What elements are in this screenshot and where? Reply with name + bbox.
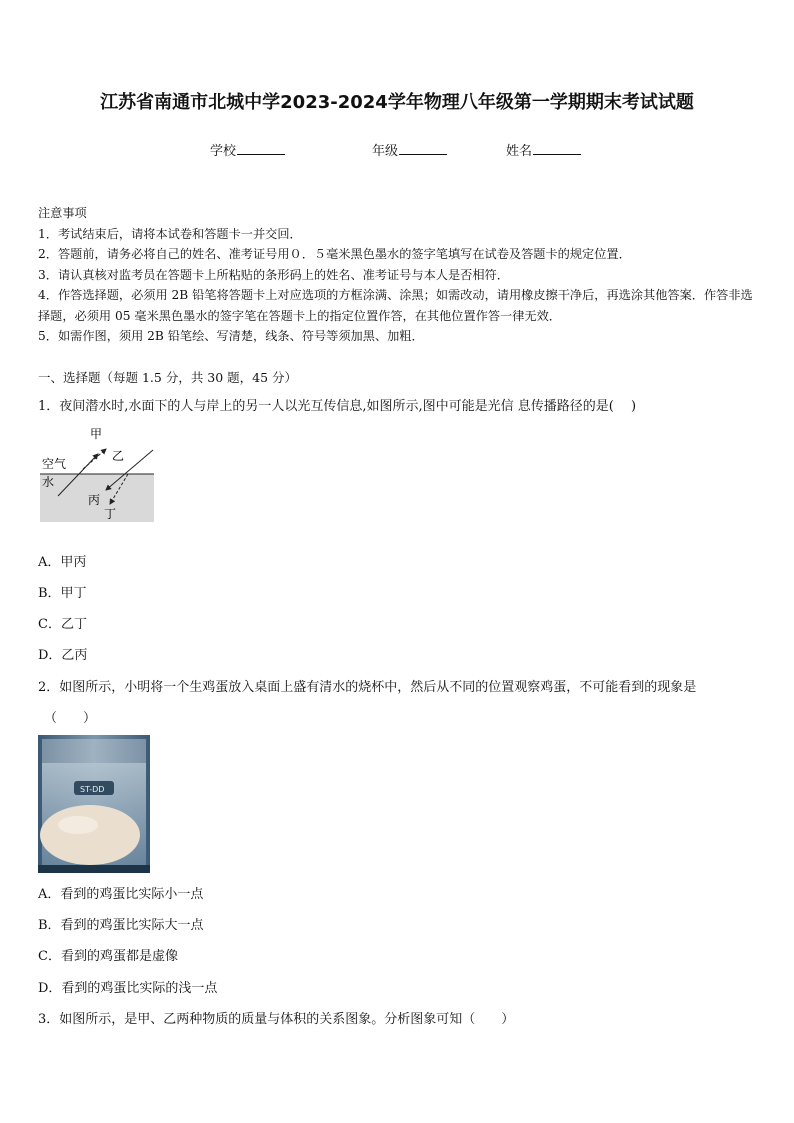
question-1-stem: 1．夜间潜水时,水面下的人与岸上的另一人以光互传信息,如图所示,图中可能是光信 息传播路径的是( ) [38, 399, 637, 414]
school-blank [237, 142, 285, 155]
question-2-option-b[interactable]: B．看到的鸡蛋比实际大一点 [38, 918, 204, 933]
label-water: 水 [42, 475, 55, 489]
notice-item: 2．答题前，请务必将自己的姓名、准考证号用０．５毫米黑色墨水的签字笔填写在试卷及答题卡的规定位置． [38, 247, 631, 261]
notice-heading: 注意事项 [38, 206, 87, 220]
egg-beaker-photo [38, 735, 150, 873]
section-heading: 一、选择题（每题 1.5 分，共 30 题，45 分） [38, 370, 298, 385]
question-2-option-c[interactable]: C．看到的鸡蛋都是虚像 [38, 949, 178, 964]
name-blank [533, 142, 581, 155]
question-1-option-c[interactable]: C．乙丁 [38, 617, 87, 632]
exam-title: 江苏省南通市北城中学2023-2024学年物理八年级第一学期期末考试试题 [100, 92, 694, 113]
name-label: 姓名 [506, 144, 533, 159]
question-2-option-d[interactable]: D．看到的鸡蛋比实际的浅一点 [38, 981, 218, 996]
school-label: 学校 [210, 144, 237, 159]
label-air: 空气 [42, 457, 67, 471]
label-ding: 丁 [104, 507, 117, 521]
question-3-stem: 3．如图所示，是甲、乙两种物质的质量与体积的关系图象。分析图象可知（ ） [38, 1012, 515, 1027]
grade-label: 年级 [372, 144, 399, 159]
question-2-option-a[interactable]: A．看到的鸡蛋比实际小一点 [38, 887, 204, 902]
beaker-logo-text: ST-DD [80, 785, 105, 794]
notice-item: 5．如需作图，须用 2B 铅笔绘、写清楚，线条、符号等须加黑、加粗． [38, 329, 424, 343]
label-bing: 丙 [88, 493, 101, 507]
question-2-stem-cont: （ ） [44, 711, 97, 726]
egg-highlight [58, 816, 98, 834]
question-1-option-b[interactable]: B．甲丁 [38, 586, 87, 601]
label-jia: 甲 [90, 427, 103, 441]
question-1-option-d[interactable]: D．乙丙 [38, 648, 88, 663]
label-yi: 乙 [112, 449, 125, 463]
egg [40, 805, 140, 865]
notice-item: 3．请认真核对监考员在答题卡上所粘贴的条形码上的姓名、准考证号与本人是否相符． [38, 267, 509, 282]
beaker-base [38, 865, 150, 873]
grade-field [372, 140, 447, 159]
name-field [506, 140, 581, 159]
notice-item: 4．作答选择题，必须用 2B 铅笔将答题卡上对应选项的方框涂满、涂黑；如需改动，请用橡皮擦干净后，再选涂其他答案．作答非选择题，必须用 05 毫米黑色墨水的签字笔在答题卡上的指定位置作答，在其他位置作答一律无效． [38, 288, 753, 323]
refraction-diagram [38, 424, 158, 526]
school-field [210, 140, 285, 159]
notice-item: 1．考试结束后，请将本试卷和答题卡一并交回． [38, 226, 302, 241]
grade-blank [399, 142, 447, 155]
question-1-option-a[interactable]: A．甲丙 [38, 555, 87, 570]
question-2-stem: 2．如图所示，小明将一个生鸡蛋放入桌面上盛有清水的烧杯中，然后从不同的位置观察鸡蛋，不可能看到的现象是 [38, 680, 697, 695]
notice-block [38, 203, 760, 347]
